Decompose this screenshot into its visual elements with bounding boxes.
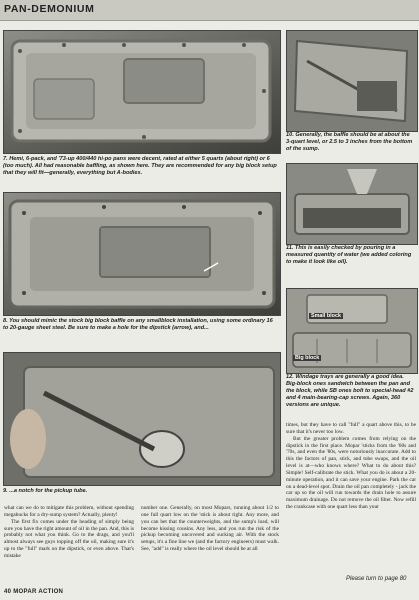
col3-paragraph-2: But the greater problem comes from relying on the dipstick in the first place. Mopar 'sticks from the '60s and '70s, and even the '80s, were notoriously inaccurate. Add to this the factors of pan, stick, and tube swaps, and the oil level is at—who knows where? What to do about this? Simple! Self-calibrate the stick. What you do is about a 20-minute operation, and it can save your engine. Park the car on a dead-level spot. Drain the oil pan completely - jack the car up so the oil will run towards the drain hole to assure maximum drainage. Do not remove the oil filter. Now refill the crankcase with one quart less than your: [286, 435, 416, 511]
photo-caption-7: 7. Hemi, 6-pack, and '73-up 400/440 hi-po pans were decent, rated at either 5 quarts (about right) or 6 (too much). All had reasonable baffling, as shown here. They are recommended for any big block setup that they will fit—generally, everything but A-bodies.: [3, 156, 277, 176]
label-small-block: Small block: [311, 313, 341, 319]
label-big-block: Big block: [295, 355, 320, 361]
continued-note: Please turn to page 80: [346, 576, 407, 582]
photo-pickup-notch-9: [3, 352, 281, 486]
photo-caption-8: 8. You should mimic the stock big block baffle on any smallblock installation, using some ordinary 16 to 20-gauge sheet steel. Be sure to make a hole for the dipstick (arrow), and...: [3, 318, 273, 331]
photo-caption-9: 9. ...a notch for the pickup tube.: [3, 488, 88, 494]
article-column-1: [4, 505, 134, 560]
article-column-3: [286, 422, 416, 511]
col3-paragraph-1: times, but they have to call "full" a quart above this, to be sure that it's never too low.: [286, 422, 416, 435]
photo-caption-12: 12. Windage trays are generally a good idea. Big-block ones sandwich between the pan and the block, while SB ones bolt to special-head #2 and 4 main-bearing-cap screws. Again, 360 versions are unique.: [286, 374, 414, 408]
photo-baffle-10: [286, 30, 418, 132]
photo-windage-trays-12: [286, 288, 418, 374]
article-column-2: [141, 505, 279, 553]
page-folio: 40 MOPAR ACTION: [4, 589, 64, 595]
photo-water-check-11: [286, 163, 418, 245]
section-header: [0, 0, 419, 21]
section-title: PAN-DEMONIUM: [4, 3, 95, 15]
photo-smallblock-pan-8: [3, 192, 281, 316]
col1-paragraph-2: The first fix comes under the heading of simply being sure you have the right amount of oil in the pan. And, this is probably not what you think. Go to the drags, and you'll almost always see guys topping off the oil, making sure it's up to the "full" mark on the dipstick, or even above. That's mistake: [4, 518, 134, 559]
photo-caption-11: 11. This is easily checked by pouring in a measured quantity of water (we added coloring to make it look like oil).: [286, 245, 412, 265]
photo-oil-pan-7: [3, 30, 281, 154]
photo-caption-10: 10. Generally, the baffle should be at about the 3-quart level, or 2.5 to 3 inches from the bottom of the sump.: [286, 132, 413, 152]
col1-paragraph-1: what can we do to mitigate this problem, without spending megabucks for a dry-sump system? Actually, plenty!: [4, 505, 134, 518]
col2-paragraph-1: number one. Generally, on most Mopars, running about 1/2 to one full quart low on the 'stick is about right. Any more, and you can bet that the counterweights, and the sump's load, will become kissing cousins. Any less, and you run the risk of the pickup becoming uncovered and sucking air. With the stock setups, it's a fine line we (and the factory engineers) must walk. See, "add" is really where the oil level should be at all: [141, 505, 279, 553]
